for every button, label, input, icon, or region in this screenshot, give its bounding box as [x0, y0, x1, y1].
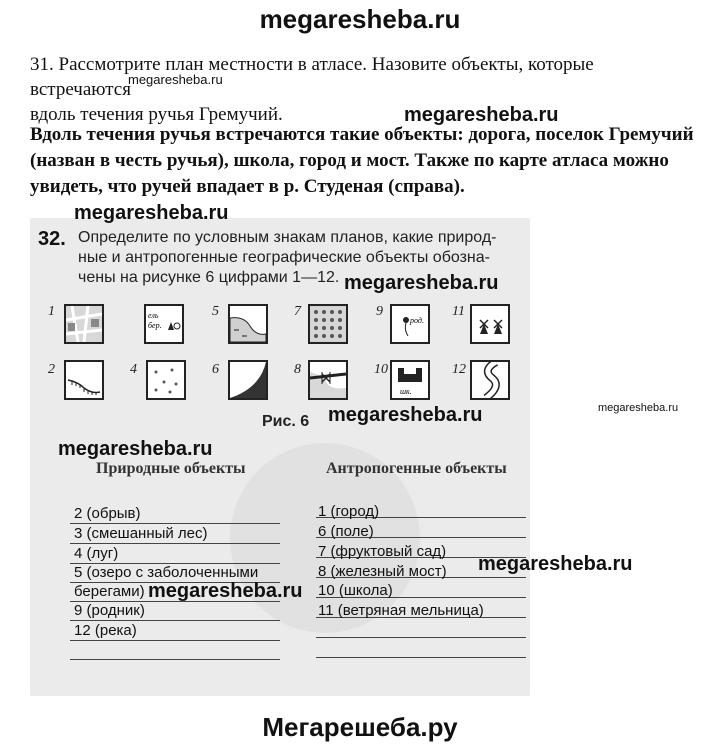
anthropogenic-entry: 11 (ветряная мельница)	[318, 602, 484, 619]
watermark: megaresheba.ru	[58, 438, 213, 460]
answer-line	[70, 620, 280, 621]
symbol-number-4: 4	[130, 362, 137, 377]
symbol-number-9: 9	[376, 304, 383, 319]
symbol-number-10: 10	[374, 362, 388, 377]
watermark: megaresheba.ru	[328, 404, 483, 426]
question-line-1: 31. Рассмотрите план местности в атласе. Назовите объекты, которые встречаются	[30, 54, 594, 100]
answer-line	[316, 657, 526, 658]
forest-label-bottom: бер.	[148, 321, 162, 330]
spring-icon	[390, 304, 430, 344]
task-text-line-2: ные и антропогенные географические объекты обозна-	[78, 249, 490, 266]
task-number: 32.	[38, 228, 66, 250]
watermark: megaresheba.ru	[148, 580, 303, 602]
anthropogenic-entry: 8 (железный мост)	[318, 563, 447, 580]
answer-line-3: увидеть, что ручей впадает в р. Студеная (справа).	[30, 176, 465, 197]
answer-line-1: Вдоль течения ручья встречаются такие объекты: дорога, поселок Гремучий	[30, 124, 694, 145]
natural-entry: берегами)	[74, 583, 145, 600]
symbol-number-8: 8	[294, 362, 301, 377]
watermark: megaresheba.ru	[404, 104, 559, 126]
watermark: megaresheba.ru	[128, 72, 223, 87]
answer-31	[30, 122, 700, 200]
answer-line	[316, 637, 526, 638]
natural-entry: 9 (родник)	[74, 602, 145, 619]
natural-entry: 12 (река)	[74, 622, 137, 639]
symbol-number-7: 7	[294, 304, 301, 319]
symbol-number-2: 2	[48, 362, 55, 377]
school-label: шк.	[400, 387, 412, 396]
river-icon	[470, 360, 510, 400]
answer-line	[70, 659, 280, 660]
cliff-icon	[64, 360, 104, 400]
question-line-2: вдоль течения ручья Гремучий.	[30, 104, 283, 125]
symbol-number-11: 11	[452, 304, 465, 319]
lake-swamp-shore-icon	[228, 304, 268, 344]
windmill-icon	[470, 304, 510, 344]
mixed-forest-icon	[144, 304, 184, 344]
task-text-line-3: чены на рисунке 6 цифрами 1—12.	[78, 269, 340, 286]
field-icon	[228, 360, 268, 400]
question-31	[30, 52, 695, 127]
anthropogenic-entry: 1 (город)	[318, 503, 380, 520]
natural-entry: 3 (смешанный лес)	[74, 525, 208, 542]
watermark: megaresheba.ru	[74, 202, 229, 224]
railway-bridge-icon	[308, 360, 348, 400]
anthropogenic-entry: 10 (школа)	[318, 582, 393, 599]
natural-entry: 5 (озеро с заболоченными	[74, 564, 259, 581]
answer-line	[70, 640, 280, 641]
answer-line	[70, 543, 280, 544]
meadow-icon	[146, 360, 186, 400]
symbol-number-6: 6	[212, 362, 219, 377]
spring-label: род.	[410, 316, 424, 325]
orchard-icon	[308, 304, 348, 344]
watermark: megaresheba.ru	[598, 402, 679, 414]
watermark: megaresheba.ru	[478, 553, 633, 575]
natural-objects-header: Природные объекты	[96, 460, 246, 477]
symbol-number-12: 12	[452, 362, 466, 377]
city-icon	[64, 304, 104, 344]
task-text-line-1: Определите по условным знакам планов, какие природ-	[78, 229, 497, 246]
anthropogenic-objects-header: Антропогенные объекты	[326, 460, 507, 477]
site-header[interactable]: megaresheba.ru	[259, 4, 461, 34]
anthropogenic-entry: 7 (фруктовый сад)	[318, 543, 447, 560]
forest-label-top: ель	[148, 311, 159, 320]
symbol-number-1: 1	[48, 304, 55, 319]
school-icon	[390, 360, 430, 400]
natural-entry: 4 (луг)	[74, 545, 119, 562]
answer-line-2: (назван в честь ручья), школа, город и мост. Также по карте атласа можно	[30, 150, 669, 171]
watermark: megaresheba.ru	[344, 272, 499, 294]
anthropogenic-entry: 6 (поле)	[318, 523, 374, 540]
site-footer[interactable]: Мегарешеба.ру	[262, 712, 458, 742]
answer-line	[70, 523, 280, 524]
natural-entry: 2 (обрыв)	[74, 505, 141, 522]
symbol-number-5: 5	[212, 304, 219, 319]
figure-caption: Рис. 6	[262, 413, 310, 430]
